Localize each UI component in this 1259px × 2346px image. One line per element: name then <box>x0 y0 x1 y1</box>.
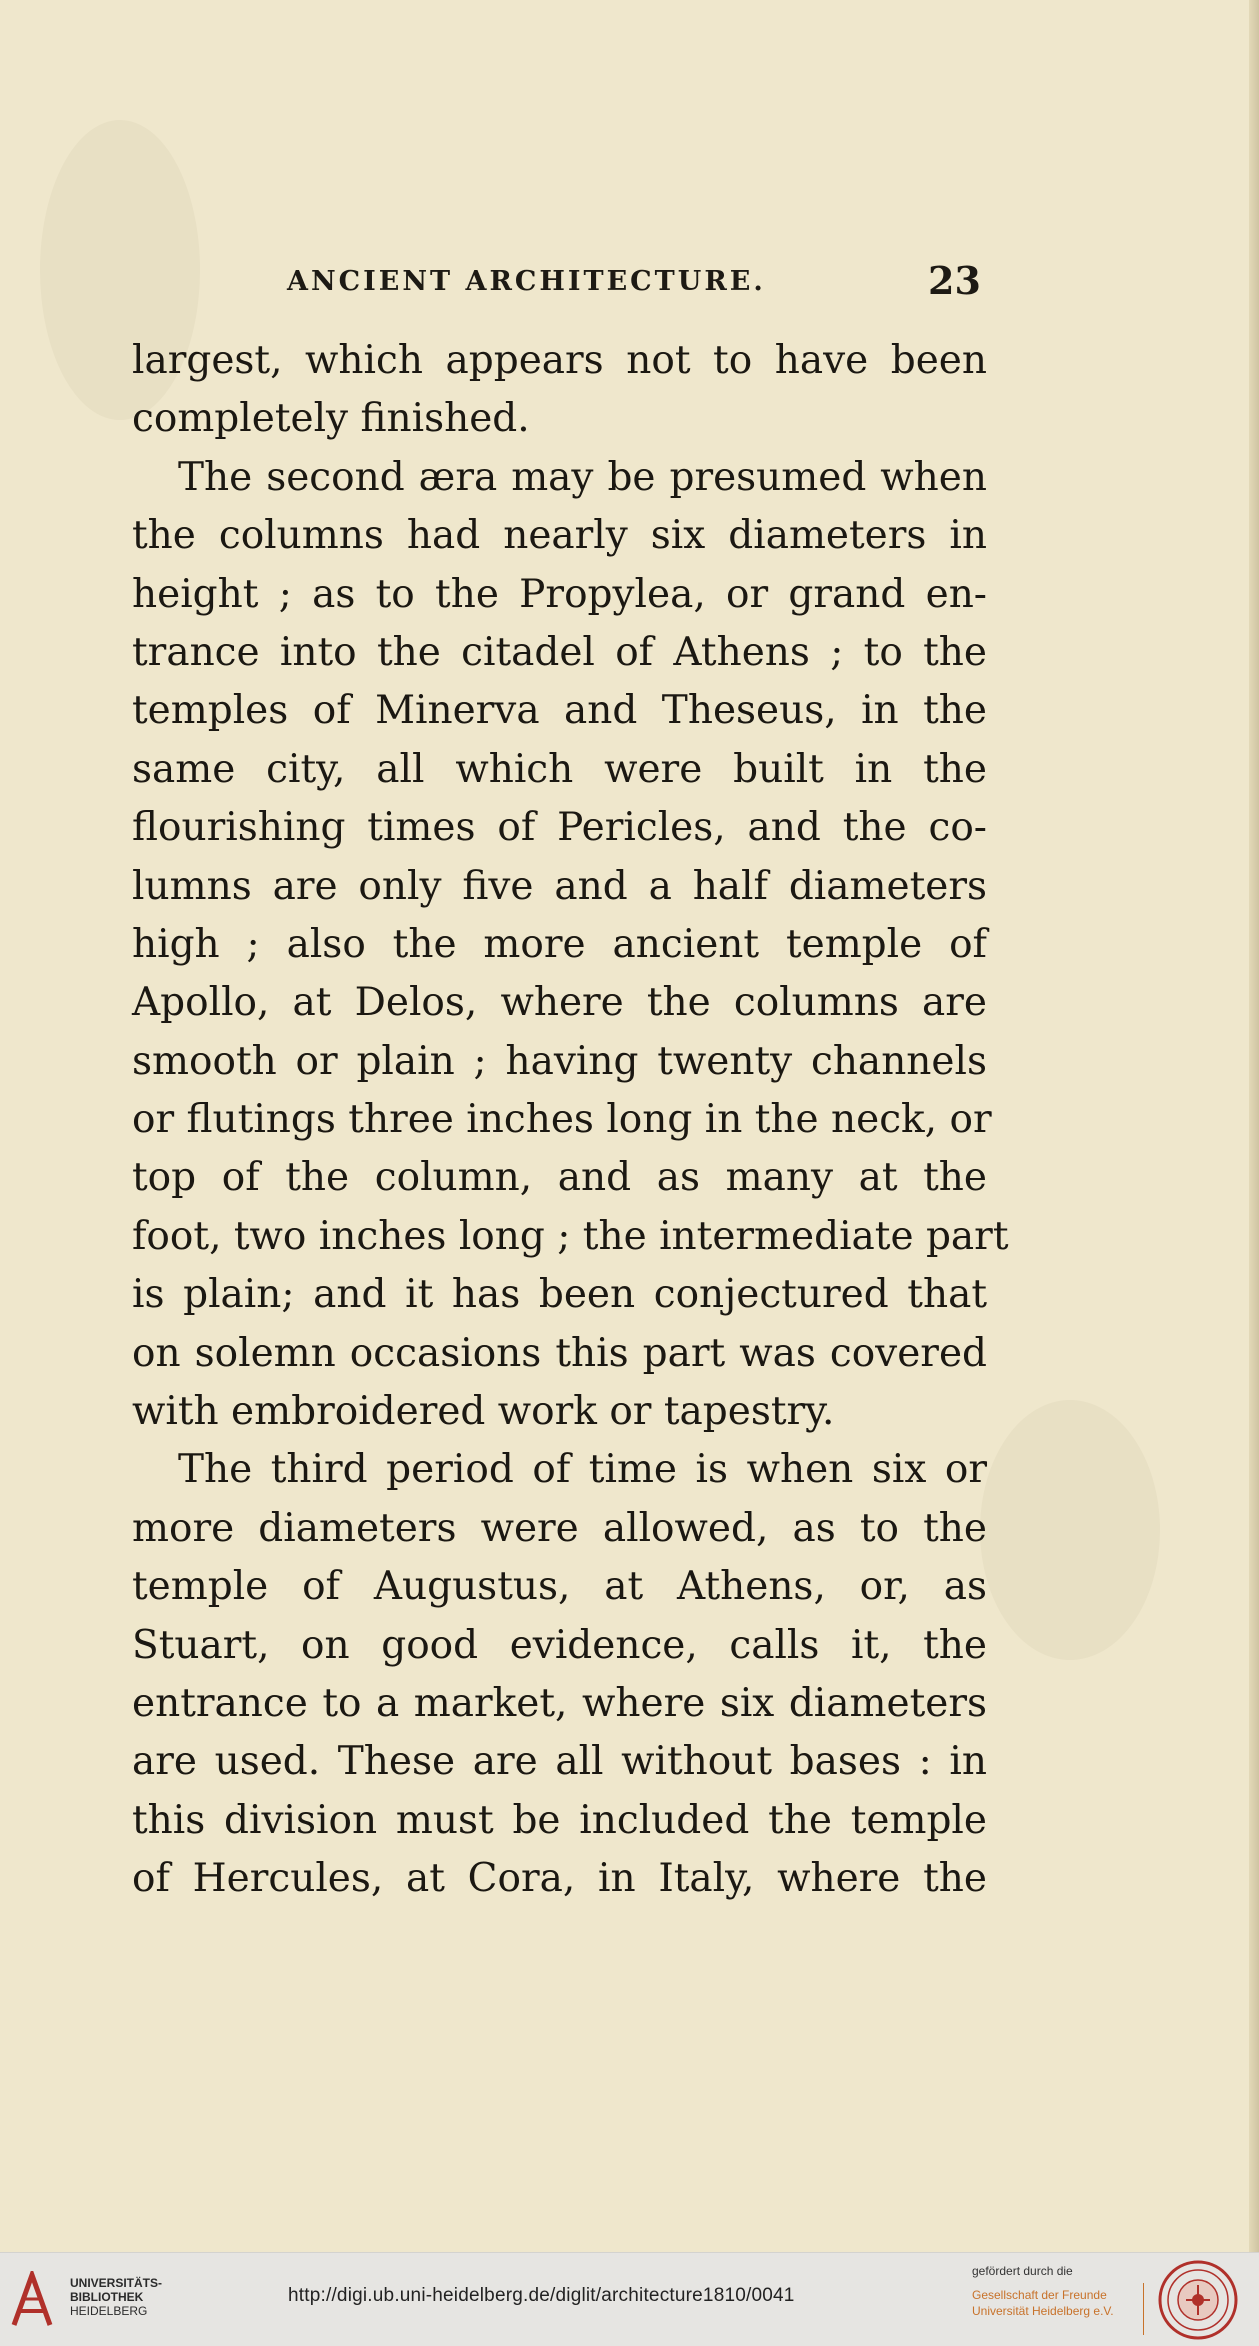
library-name-line: UNIVERSITÄTS- <box>70 2276 163 2290</box>
text-line: Apollo, at Delos, where the columns are <box>132 980 987 1026</box>
text-line: temple of Augustus, at Athens, or, as <box>132 1564 987 1610</box>
university-library-logo-icon[interactable] <box>10 2271 54 2329</box>
body-text <box>132 332 1009 1909</box>
text-line: the columns had nearly six diameters in <box>132 513 987 559</box>
library-name <box>70 2276 190 2318</box>
society-name-line[interactable]: Gesellschaft der Freunde <box>972 2288 1107 2302</box>
library-name-line: HEIDELBERG <box>70 2304 148 2318</box>
text-line: height ; as to the Propylea, or grand en- <box>132 571 987 617</box>
text-line: trance into the citadel of Athens ; to the <box>132 629 987 675</box>
text-line: more diameters were allowed, as to the <box>132 1505 987 1551</box>
library-name-line: BIBLIOTHEK <box>70 2290 144 2304</box>
text-line: or flutings three inches long in the neck, or <box>132 1097 992 1143</box>
text-line: smooth or plain ; having twenty channels <box>132 1038 987 1084</box>
text-line: is plain; and it has been conjectured that <box>132 1272 987 1318</box>
society-name-line[interactable]: Universität Heidelberg e.V. <box>972 2304 1114 2318</box>
text-line: lumns are only five and a half diameters <box>132 863 987 909</box>
university-seal-icon[interactable] <box>1157 2259 1239 2341</box>
text-line: completely finished. <box>132 396 530 442</box>
page-edge <box>1249 0 1259 2252</box>
text-line: Stuart, on good evidence, calls it, the <box>132 1622 987 1668</box>
permalink-url[interactable]: http://digi.ub.uni-heidelberg.de/diglit/architecture1810/0041 <box>288 2285 795 2306</box>
page-number: 23 <box>928 258 981 303</box>
paper-stain <box>980 1400 1160 1660</box>
running-title: ANCIENT ARCHITECTURE. <box>287 266 766 297</box>
text-line: with embroidered work or tapestry. <box>132 1389 835 1435</box>
funded-by-label: gefördert durch die <box>972 2264 1073 2278</box>
text-line: are used. These are all without bases : in <box>132 1739 987 1785</box>
text-line: temples of Minerva and Theseus, in the <box>132 688 987 734</box>
text-line: foot, two inches long ; the intermediate part <box>132 1213 1009 1259</box>
digitization-footer <box>0 2252 1259 2346</box>
text-line: entrance to a market, where six diameters <box>132 1680 987 1726</box>
text-line: The third period of time is when six or <box>178 1447 987 1493</box>
text-line: The second æra may be presumed when <box>178 454 987 500</box>
sponsor-block <box>972 2263 1142 2319</box>
text-line: on solemn occasions this part was covered <box>132 1330 987 1376</box>
text-line: high ; also the more ancient temple of <box>132 921 987 967</box>
text-line: flourishing times of Pericles, and the co- <box>132 805 987 851</box>
text-line: largest, which appears not to have been <box>132 338 987 383</box>
divider <box>1143 2283 1144 2335</box>
text-line: of Hercules, at Cora, in Italy, where the <box>132 1856 987 1902</box>
text-line: this division must be included the temple <box>132 1797 987 1843</box>
running-head <box>0 258 1259 308</box>
text-line: top of the column, and as many at the <box>132 1155 987 1201</box>
text-line: same city, all which were built in the <box>132 746 987 792</box>
